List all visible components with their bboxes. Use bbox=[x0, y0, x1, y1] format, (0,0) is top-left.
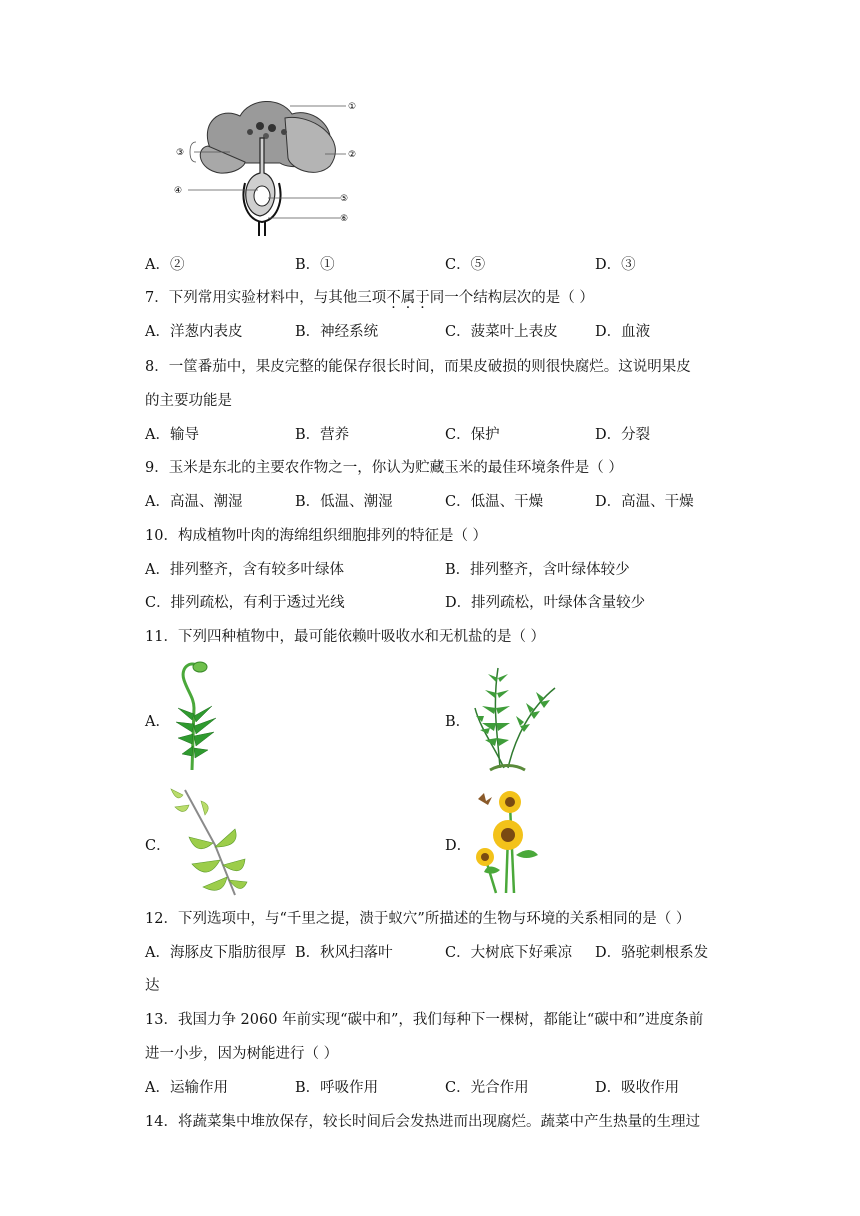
q10-option-a: A．排列整齐，含有较多叶绿体 bbox=[145, 562, 344, 578]
q12-option-b: B．秋风扫落叶 bbox=[295, 945, 393, 961]
diagram-label-4: ④ bbox=[174, 186, 183, 196]
q6-option-b: B．① bbox=[295, 257, 335, 273]
q8-stem-line1: 8．一筐番茄中，果皮完整的能保存很长时间，而果皮破损的则很快腐烂。这说明果皮 bbox=[145, 359, 691, 375]
q12-stem: 12．下列选项中，与“千里之提，溃于蚁穴”所描述的生物与环境的关系相同的是（ ） bbox=[145, 911, 691, 927]
diagram-label-2: ② bbox=[348, 150, 357, 160]
q11-stem: 11．下列四种植物中，最可能依赖叶吸收水和无机盐的是（ ） bbox=[145, 629, 546, 645]
q12-option-d-continued: 达 bbox=[145, 978, 160, 994]
q10-option-c: C．排列疏松，有利于透过光线 bbox=[145, 595, 345, 611]
diagram-label-1: ① bbox=[348, 102, 357, 112]
q12-option-d: D．骆驼刺根系发 bbox=[595, 945, 709, 961]
q7-option-d: D．血液 bbox=[595, 324, 651, 340]
q6-option-a: A．② bbox=[145, 257, 185, 273]
q7-stem: 7．下列常用实验材料中，与其他三项不属于同一个结构层次的是（ ） bbox=[145, 290, 594, 306]
q8-option-a: A．输导 bbox=[145, 427, 199, 443]
q10-option-b: B．排列整齐，含叶绿体较少 bbox=[445, 562, 630, 578]
q8-stem-line2: 的主要功能是 bbox=[145, 393, 232, 409]
q8-option-b: B．营养 bbox=[295, 427, 350, 443]
q7-option-c: C．菠菜叶上表皮 bbox=[445, 324, 558, 340]
q9-option-c: C．低温、干燥 bbox=[445, 494, 544, 510]
q11-option-b: B． bbox=[445, 714, 471, 730]
q11-option-c: C． bbox=[145, 838, 171, 854]
q12-option-c: C．大树底下好乘凉 bbox=[445, 945, 573, 961]
q11-option-a: A． bbox=[145, 714, 170, 730]
diagram-label-3: ③ bbox=[176, 148, 185, 158]
q9-stem: 9．玉米是东北的主要农作物之一，你认为贮藏玉米的最佳环境条件是（ ） bbox=[145, 460, 623, 476]
q9-option-b: B．低温、潮湿 bbox=[295, 494, 393, 510]
sunflower-plant-image bbox=[470, 785, 545, 897]
q13-option-a: A．运输作用 bbox=[145, 1080, 228, 1096]
fern-plant-image bbox=[470, 658, 560, 778]
diagram-label-5: ⑤ bbox=[340, 194, 349, 204]
moss-plant-image bbox=[170, 658, 225, 776]
q13-option-c: C．光合作用 bbox=[445, 1080, 529, 1096]
q9-option-d: D．高温、干燥 bbox=[595, 494, 694, 510]
flower-structure-diagram bbox=[160, 88, 370, 238]
q10-option-d: D．排列疏松，叶绿体含量较少 bbox=[445, 595, 646, 611]
q10-stem: 10．构成植物叶肉的海绵组织细胞排列的特征是（ ） bbox=[145, 528, 488, 544]
q13-option-b: B．呼吸作用 bbox=[295, 1080, 379, 1096]
q13-option-d: D．吸收作用 bbox=[595, 1080, 680, 1096]
q12-option-a: A．海豚皮下脂肪很厚 bbox=[145, 945, 286, 961]
q14-stem-line1: 14．将蔬菜集中堆放保存，较长时间后会发热进而出现腐烂。蔬菜中产生热量的生理过 bbox=[145, 1114, 700, 1130]
q8-option-c: C．保护 bbox=[445, 427, 500, 443]
q8-option-d: D．分裂 bbox=[595, 427, 651, 443]
q13-stem-line2: 进一小步，因为树能进行（ ） bbox=[145, 1046, 339, 1062]
ginkgo-plant-image bbox=[165, 785, 250, 897]
q11-option-d: D． bbox=[445, 838, 472, 854]
diagram-label-6: ⑥ bbox=[340, 214, 349, 224]
q6-option-c: C．⑤ bbox=[445, 257, 486, 273]
q13-stem-line1: 13．我国力争 2060 年前实现“碳中和”，我们每种下一棵树，都能让“碳中和”进度条前 bbox=[145, 1012, 704, 1028]
q6-option-d: D．③ bbox=[595, 257, 636, 273]
q9-option-a: A．高温、潮湿 bbox=[145, 494, 243, 510]
q7-option-b: B．神经系统 bbox=[295, 324, 379, 340]
q7-option-a: A．洋葱内表皮 bbox=[145, 324, 243, 340]
